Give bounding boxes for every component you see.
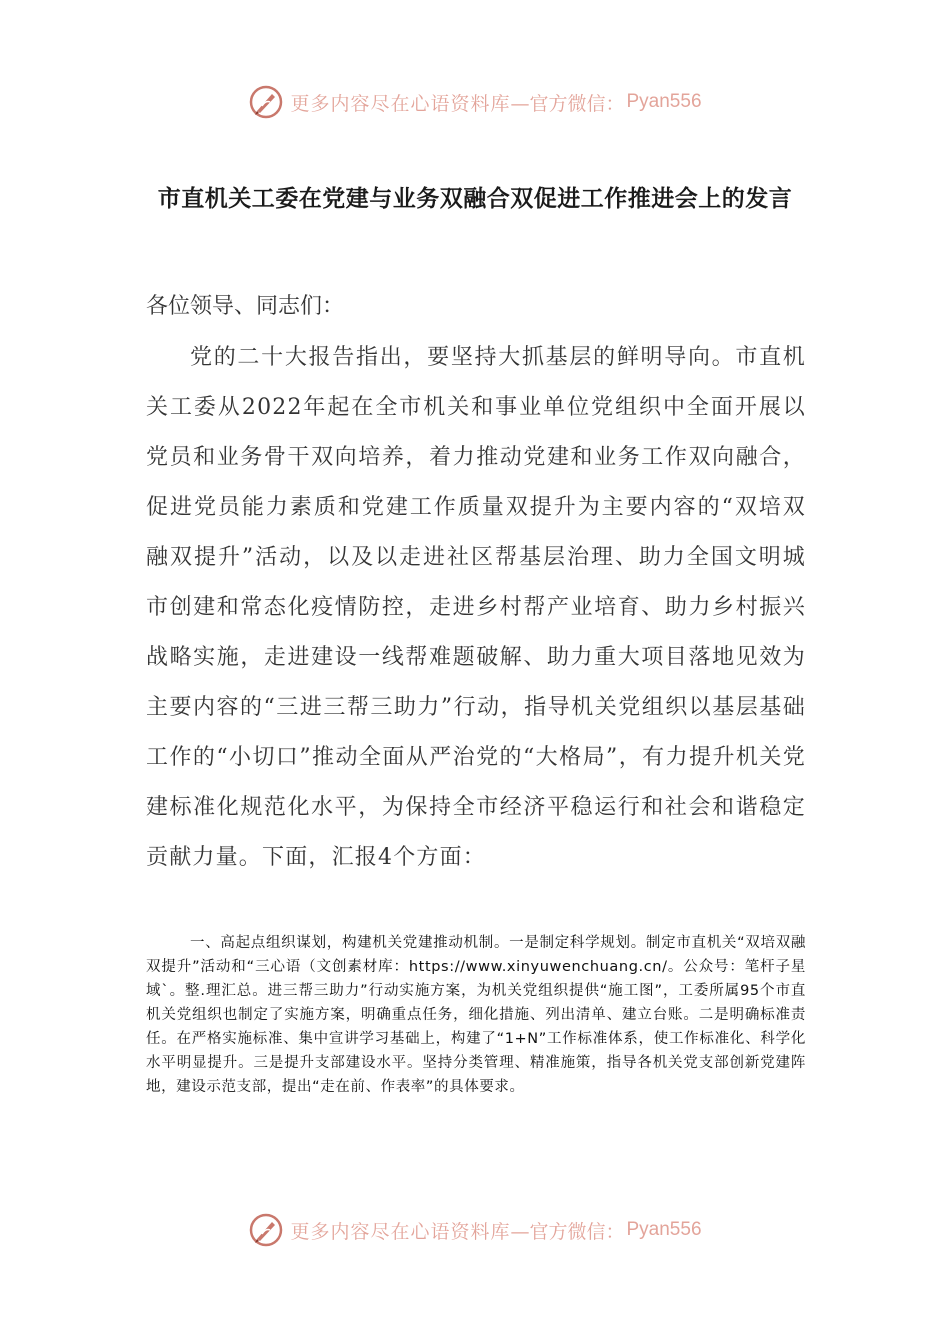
header-banner [0,82,950,122]
salutation: 各位领导、同志们： [146,294,345,319]
paragraph-section-one: 一、高起点组织谋划，构建机关党建推动机制。一是制定科学规划。制定市直机关“双培双融双提升”活动和“三心语（文创素材库：https://www.xinyuwenchuang.cn/。公众号：笔杆子星域`。整.理汇总。进三帮三助力”行动实施方案，为机关党组织提供“施工图”，工委所属95个市直机关党组织也制定了实施方案，明确重点任务，细化措施、列出清单、建立台账。二是明确标准责任。在严格实施标准、集中宣讲学习基础上，构建了“1+N”工作标准体系，使工作标准化、科学化水平明显提升。三是提升支部建设水平。坚持分类管理、精准施策，指导各机关党支部创新党建阵地，建设示范支部，提出“走在前、作表率”的具体要求。 [146,935,806,1095]
paragraph-intro: 党的二十大报告指出，要坚持大抓基层的鲜明导向。市直机关工委从2022年起在全市机关和事业单位党组织中全面开展以党员和业务骨干双向培养，着力推动党建和业务工作双向融合，促进党员能力素质和党建工作质量双提升为主要内容的“双培双融双提升”活动，以及以走进社区帮基层治理、助力全国文明城市创建和常态化疫情防控，走进乡村帮产业培育、助力乡村振兴战略实施，走进建设一线帮难题破解、助力重大项目落地见效为主要内容的“三进三帮三助力”行动，指导机关党组织以基层基础工作的“小切口”推动全面从严治党的“大格局”，有力提升机关党建标准化规范化水平，为保持全市经济平稳运行和社会和谐稳定贡献力量。下面，汇报4个方面： [146,345,806,870]
banner-wechat-id: Pyan556 [626,1219,702,1240]
document-title: 市直机关工委在党建与业务双融合双促进工作推进会上的发言 [157,186,793,212]
banner-text: 更多内容尽在心语资料库 [290,92,511,115]
pen-logo-icon [248,1212,284,1248]
banner-wechat-id: Pyan556 [626,91,702,112]
banner-wechat-label: —官方微信： [510,92,625,115]
footer-banner [0,1210,950,1250]
pen-logo-icon [248,84,284,120]
banner-wechat-label: —官方微信： [510,1220,625,1243]
banner-text: 更多内容尽在心语资料库 [290,1220,511,1243]
